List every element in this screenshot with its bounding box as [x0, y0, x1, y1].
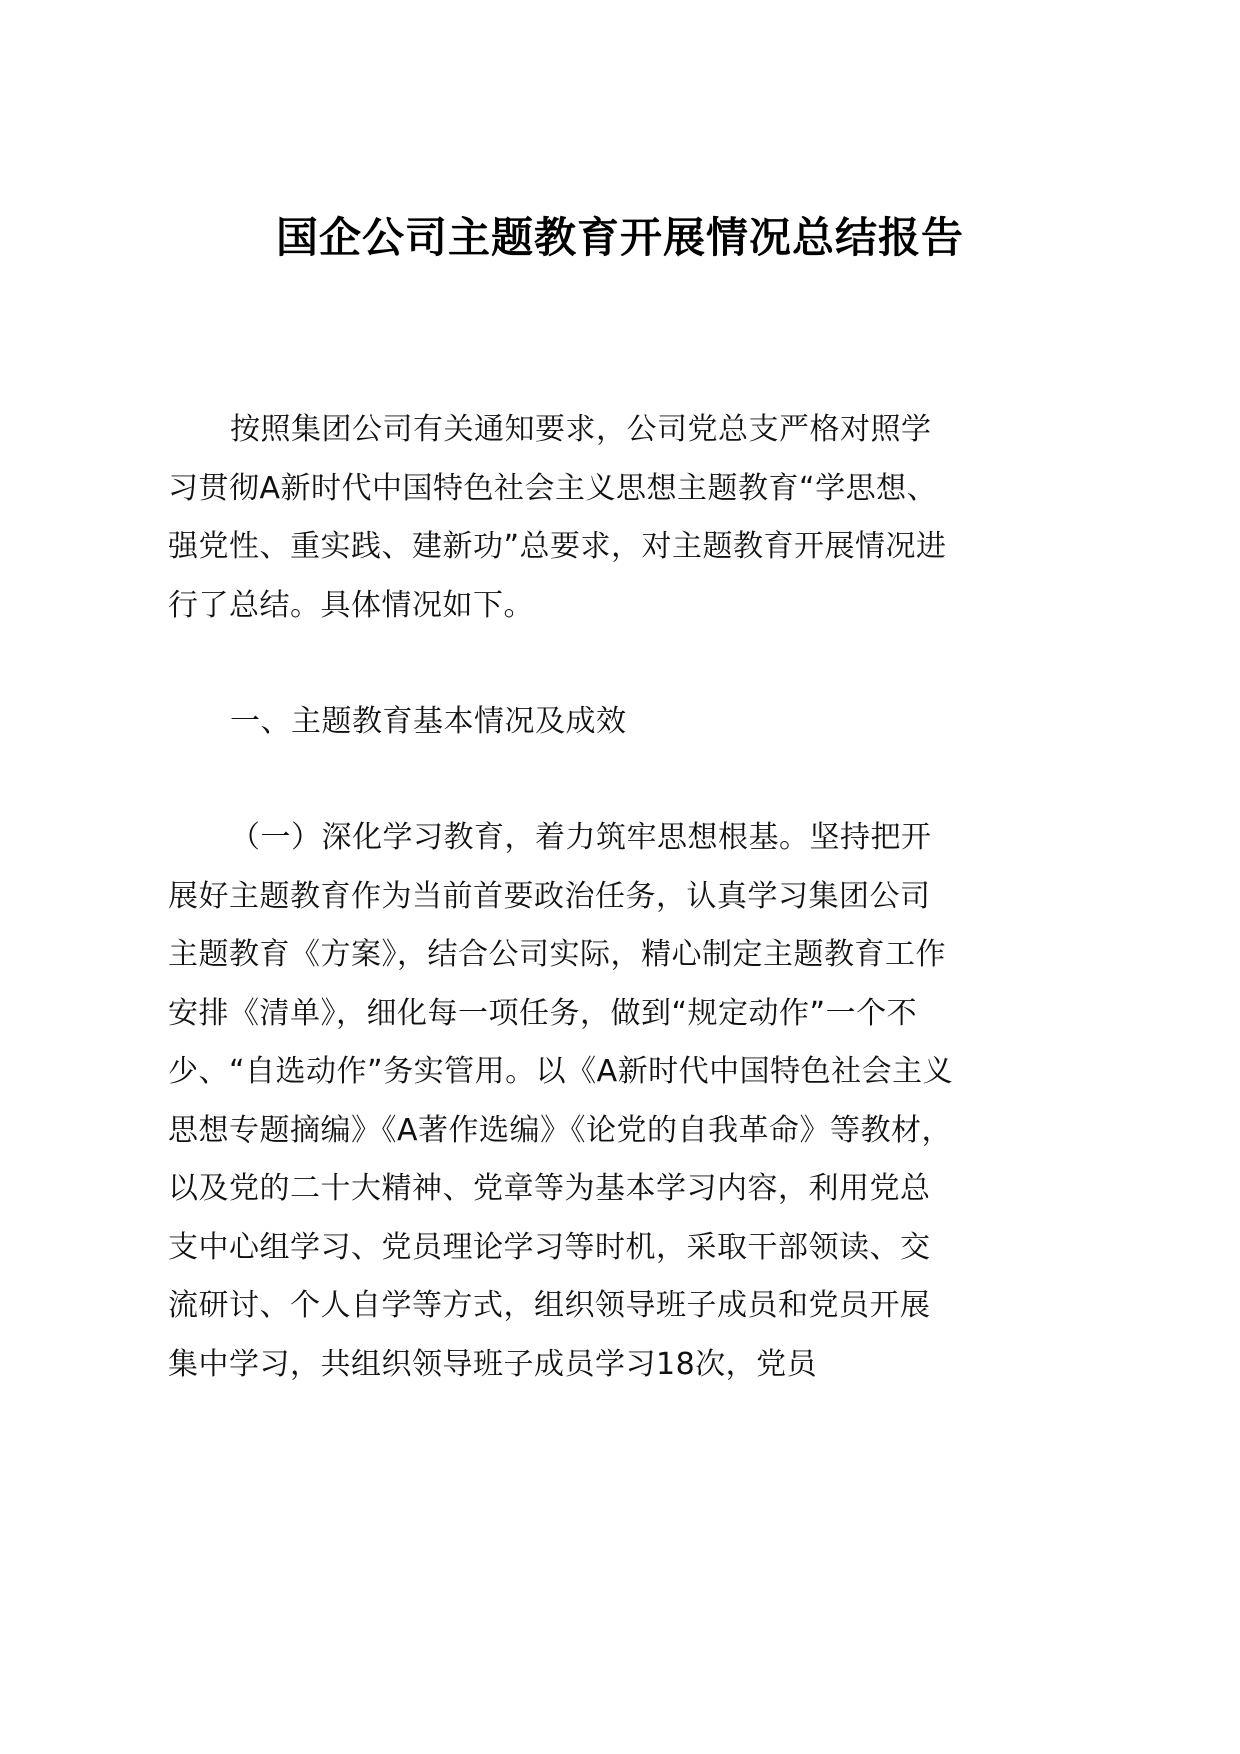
document-title: 国企公司主题教育开展情况总结报告 — [275, 213, 964, 263]
section-heading: 一、主题教育基本情况及成效 — [230, 704, 627, 739]
section-block — [168, 693, 958, 752]
body-paragraph: （一）深化学习教育，着力筑牢思想根基。坚持把开展好主题教育作为当前首要政治任务，认真学习集团公司主题教育《方案》，结合公司实际，精心制定主题教育工作安排《清单》，细化每一项任务，做到“规定动作”一个不少、“自选动作”务实管用。以《A新时代中国特色社会主义思想专题摘编》《A著作选编》《论党的自我革命》等教材，以及党的二十大精神、党章等为基本学习内容，利用党总支中心组学习、党员理论学习等时机，采取干部领读、交流研讨、个人自学等方式，组织领导班子成员和党员开展集中学习，共组织领导班子成员学习18次，党员 — [168, 820, 954, 1382]
section-body — [168, 809, 958, 1394]
intro-block — [168, 401, 958, 635]
intro-paragraph: 按照集团公司有关通知要求，公司党总支严格对照学习贯彻A新时代中国特色社会主义思想主题教育“学思想、强党性、重实践、建新功”总要求，对主题教育开展情况进行了总结。具体情况如下。 — [168, 412, 947, 623]
